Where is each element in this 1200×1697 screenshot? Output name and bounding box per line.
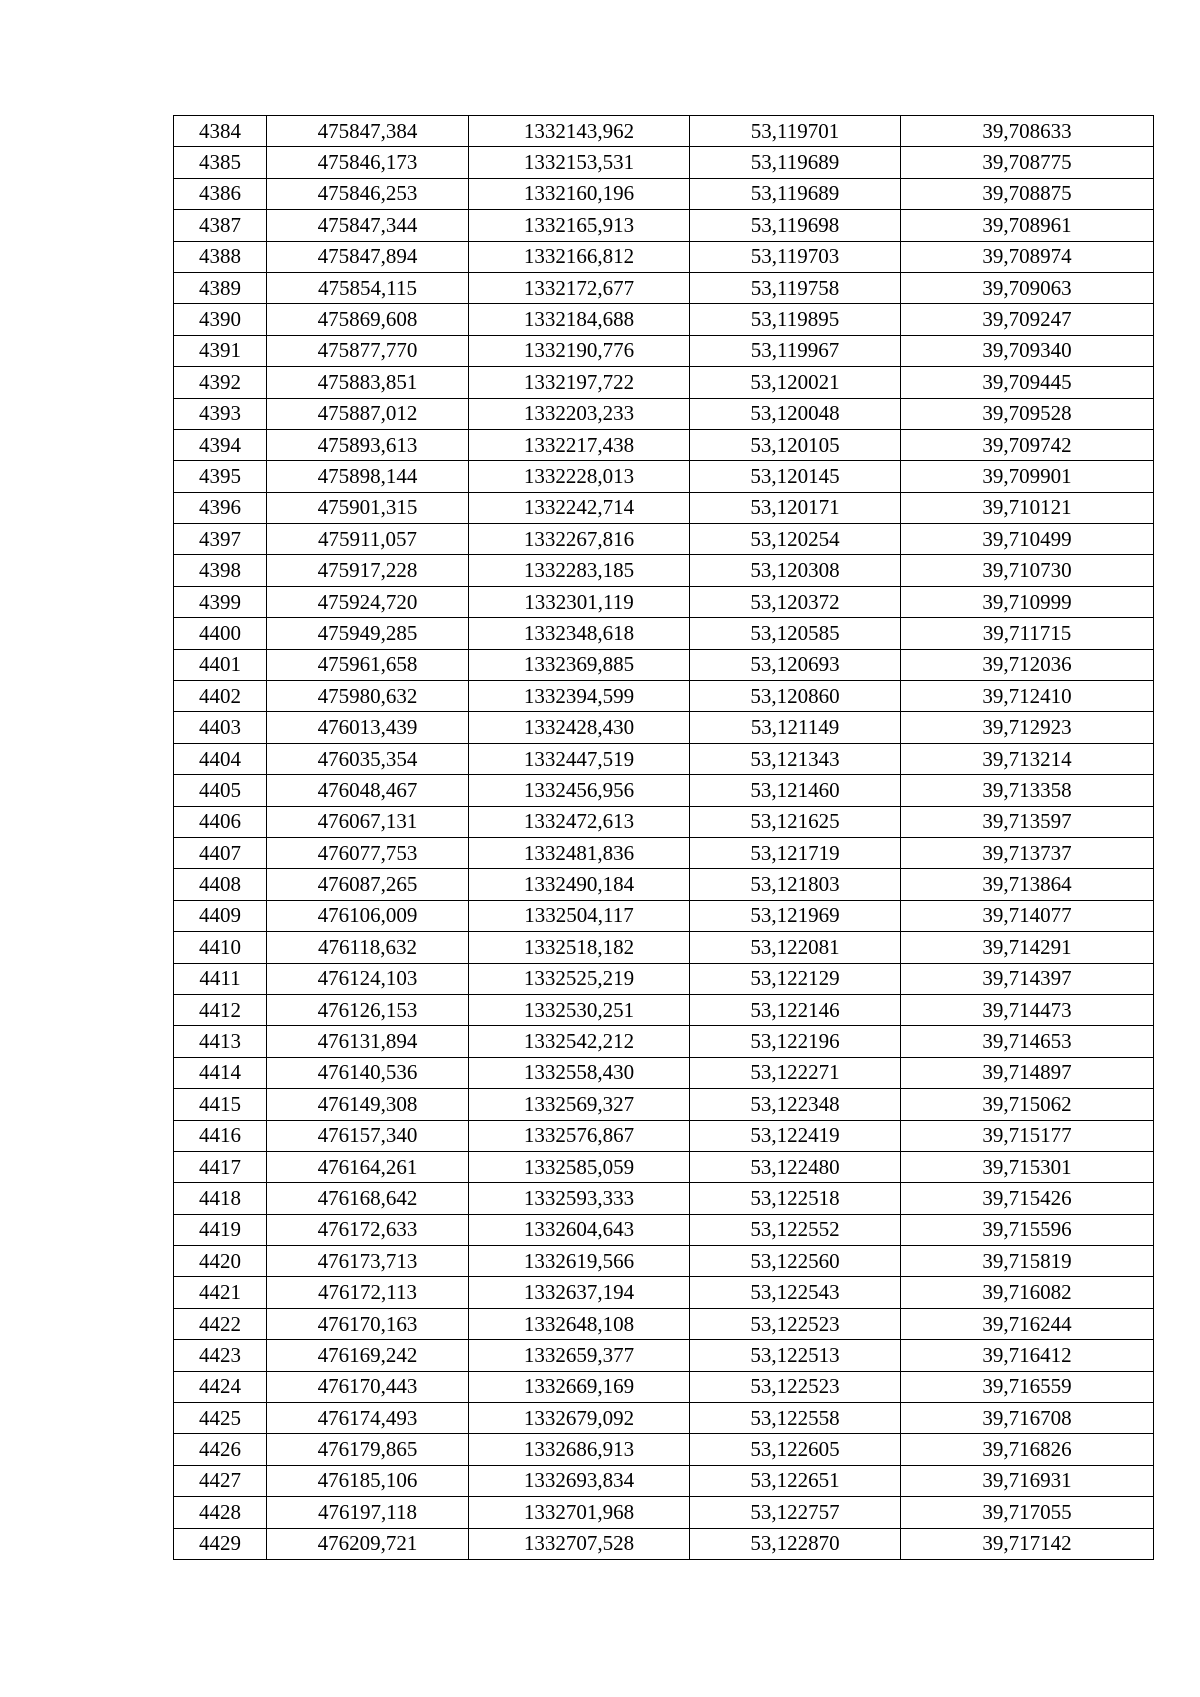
x-coordinate-cell: 475887,012 [267, 398, 469, 429]
point-number-cell: 4385 [174, 147, 267, 178]
x-coordinate-cell: 475893,613 [267, 429, 469, 460]
table-row [174, 1371, 1154, 1402]
y-coordinate-cell: 1332190,776 [469, 335, 690, 366]
point-number-cell: 4411 [174, 963, 267, 994]
y-coordinate-cell: 1332456,956 [469, 775, 690, 806]
x-coordinate-cell: 475980,632 [267, 681, 469, 712]
latitude-cell: 53,122129 [690, 963, 901, 994]
x-coordinate-cell: 475924,720 [267, 586, 469, 617]
latitude-cell: 53,121969 [690, 900, 901, 931]
longitude-cell: 39,713597 [901, 806, 1154, 837]
x-coordinate-cell: 475901,315 [267, 492, 469, 523]
y-coordinate-cell: 1332184,688 [469, 304, 690, 335]
latitude-cell: 53,119967 [690, 335, 901, 366]
longitude-cell: 39,714397 [901, 963, 1154, 994]
longitude-cell: 39,715062 [901, 1089, 1154, 1120]
table-row [174, 1183, 1154, 1214]
point-number-cell: 4403 [174, 712, 267, 743]
longitude-cell: 39,717055 [901, 1497, 1154, 1528]
y-coordinate-cell: 1332518,182 [469, 932, 690, 963]
x-coordinate-cell: 475847,894 [267, 241, 469, 272]
table-row [174, 116, 1154, 147]
y-coordinate-cell: 1332490,184 [469, 869, 690, 900]
longitude-cell: 39,715177 [901, 1120, 1154, 1151]
table-body [174, 116, 1154, 1560]
table-row [174, 994, 1154, 1025]
latitude-cell: 53,122146 [690, 994, 901, 1025]
table-row [174, 1057, 1154, 1088]
latitude-cell: 53,122651 [690, 1465, 901, 1496]
point-number-cell: 4402 [174, 681, 267, 712]
latitude-cell: 53,120021 [690, 367, 901, 398]
longitude-cell: 39,709528 [901, 398, 1154, 429]
y-coordinate-cell: 1332165,913 [469, 210, 690, 241]
latitude-cell: 53,121625 [690, 806, 901, 837]
x-coordinate-cell: 476172,633 [267, 1214, 469, 1245]
x-coordinate-cell: 476170,443 [267, 1371, 469, 1402]
x-coordinate-cell: 476173,713 [267, 1246, 469, 1277]
x-coordinate-cell: 476149,308 [267, 1089, 469, 1120]
latitude-cell: 53,120145 [690, 461, 901, 492]
longitude-cell: 39,716826 [901, 1434, 1154, 1465]
x-coordinate-cell: 476185,106 [267, 1465, 469, 1496]
latitude-cell: 53,122081 [690, 932, 901, 963]
latitude-cell: 53,122348 [690, 1089, 901, 1120]
table-row [174, 1026, 1154, 1057]
y-coordinate-cell: 1332166,812 [469, 241, 690, 272]
y-coordinate-cell: 1332604,643 [469, 1214, 690, 1245]
point-number-cell: 4408 [174, 869, 267, 900]
x-coordinate-cell: 476118,632 [267, 932, 469, 963]
point-number-cell: 4420 [174, 1246, 267, 1277]
point-number-cell: 4388 [174, 241, 267, 272]
x-coordinate-cell: 476126,153 [267, 994, 469, 1025]
y-coordinate-cell: 1332542,212 [469, 1026, 690, 1057]
x-coordinate-cell: 475869,608 [267, 304, 469, 335]
table-row [174, 241, 1154, 272]
table-row [174, 178, 1154, 209]
table-row [174, 932, 1154, 963]
y-coordinate-cell: 1332679,092 [469, 1403, 690, 1434]
longitude-cell: 39,714653 [901, 1026, 1154, 1057]
latitude-cell: 53,120372 [690, 586, 901, 617]
y-coordinate-cell: 1332267,816 [469, 524, 690, 555]
point-number-cell: 4424 [174, 1371, 267, 1402]
point-number-cell: 4386 [174, 178, 267, 209]
table-row [174, 524, 1154, 555]
y-coordinate-cell: 1332593,333 [469, 1183, 690, 1214]
latitude-cell: 53,122560 [690, 1246, 901, 1277]
longitude-cell: 39,716412 [901, 1340, 1154, 1371]
latitude-cell: 53,119698 [690, 210, 901, 241]
table-row [174, 806, 1154, 837]
table-row [174, 712, 1154, 743]
longitude-cell: 39,714291 [901, 932, 1154, 963]
x-coordinate-cell: 475949,285 [267, 618, 469, 649]
latitude-cell: 53,122419 [690, 1120, 901, 1151]
y-coordinate-cell: 1332160,196 [469, 178, 690, 209]
latitude-cell: 53,120860 [690, 681, 901, 712]
longitude-cell: 39,716082 [901, 1277, 1154, 1308]
longitude-cell: 39,714473 [901, 994, 1154, 1025]
longitude-cell: 39,713214 [901, 743, 1154, 774]
longitude-cell: 39,715819 [901, 1246, 1154, 1277]
x-coordinate-cell: 476106,009 [267, 900, 469, 931]
point-number-cell: 4419 [174, 1214, 267, 1245]
point-number-cell: 4407 [174, 837, 267, 868]
table-row [174, 900, 1154, 931]
table-row [174, 429, 1154, 460]
point-number-cell: 4421 [174, 1277, 267, 1308]
y-coordinate-cell: 1332283,185 [469, 555, 690, 586]
table-row [174, 1308, 1154, 1339]
latitude-cell: 53,120693 [690, 649, 901, 680]
latitude-cell: 53,120308 [690, 555, 901, 586]
x-coordinate-cell: 476179,865 [267, 1434, 469, 1465]
x-coordinate-cell: 475854,115 [267, 272, 469, 303]
longitude-cell: 39,710730 [901, 555, 1154, 586]
table-row [174, 1403, 1154, 1434]
latitude-cell: 53,122196 [690, 1026, 901, 1057]
y-coordinate-cell: 1332481,836 [469, 837, 690, 868]
longitude-cell: 39,710999 [901, 586, 1154, 617]
point-number-cell: 4417 [174, 1151, 267, 1182]
point-number-cell: 4414 [174, 1057, 267, 1088]
x-coordinate-cell: 475877,770 [267, 335, 469, 366]
y-coordinate-cell: 1332428,430 [469, 712, 690, 743]
latitude-cell: 53,122523 [690, 1308, 901, 1339]
table-row [174, 1340, 1154, 1371]
table-row [174, 837, 1154, 868]
x-coordinate-cell: 476170,163 [267, 1308, 469, 1339]
latitude-cell: 53,119703 [690, 241, 901, 272]
y-coordinate-cell: 1332394,599 [469, 681, 690, 712]
table-row [174, 555, 1154, 586]
longitude-cell: 39,709445 [901, 367, 1154, 398]
x-coordinate-cell: 475911,057 [267, 524, 469, 555]
x-coordinate-cell: 476164,261 [267, 1151, 469, 1182]
latitude-cell: 53,122480 [690, 1151, 901, 1182]
latitude-cell: 53,122518 [690, 1183, 901, 1214]
longitude-cell: 39,708974 [901, 241, 1154, 272]
y-coordinate-cell: 1332228,013 [469, 461, 690, 492]
table-row [174, 1497, 1154, 1528]
x-coordinate-cell: 476157,340 [267, 1120, 469, 1151]
table-row [174, 869, 1154, 900]
latitude-cell: 53,121719 [690, 837, 901, 868]
point-number-cell: 4395 [174, 461, 267, 492]
latitude-cell: 53,122523 [690, 1371, 901, 1402]
latitude-cell: 53,122271 [690, 1057, 901, 1088]
y-coordinate-cell: 1332707,528 [469, 1528, 690, 1559]
point-number-cell: 4426 [174, 1434, 267, 1465]
table-row [174, 1434, 1154, 1465]
table-row [174, 618, 1154, 649]
y-coordinate-cell: 1332143,962 [469, 116, 690, 147]
point-number-cell: 4418 [174, 1183, 267, 1214]
longitude-cell: 39,713864 [901, 869, 1154, 900]
y-coordinate-cell: 1332648,108 [469, 1308, 690, 1339]
point-number-cell: 4393 [174, 398, 267, 429]
point-number-cell: 4422 [174, 1308, 267, 1339]
y-coordinate-cell: 1332701,968 [469, 1497, 690, 1528]
y-coordinate-cell: 1332619,566 [469, 1246, 690, 1277]
longitude-cell: 39,708633 [901, 116, 1154, 147]
latitude-cell: 53,121149 [690, 712, 901, 743]
x-coordinate-cell: 476048,467 [267, 775, 469, 806]
point-number-cell: 4405 [174, 775, 267, 806]
longitude-cell: 39,716559 [901, 1371, 1154, 1402]
x-coordinate-cell: 475961,658 [267, 649, 469, 680]
x-coordinate-cell: 476172,113 [267, 1277, 469, 1308]
table-row [174, 367, 1154, 398]
longitude-cell: 39,713358 [901, 775, 1154, 806]
table-row [174, 210, 1154, 241]
table-row [174, 1277, 1154, 1308]
y-coordinate-cell: 1332504,117 [469, 900, 690, 931]
point-number-cell: 4415 [174, 1089, 267, 1120]
x-coordinate-cell: 475846,173 [267, 147, 469, 178]
table-row [174, 147, 1154, 178]
point-number-cell: 4429 [174, 1528, 267, 1559]
longitude-cell: 39,709063 [901, 272, 1154, 303]
point-number-cell: 4425 [174, 1403, 267, 1434]
longitude-cell: 39,710121 [901, 492, 1154, 523]
latitude-cell: 53,121343 [690, 743, 901, 774]
longitude-cell: 39,708775 [901, 147, 1154, 178]
point-number-cell: 4391 [174, 335, 267, 366]
x-coordinate-cell: 476013,439 [267, 712, 469, 743]
y-coordinate-cell: 1332172,677 [469, 272, 690, 303]
x-coordinate-cell: 476209,721 [267, 1528, 469, 1559]
latitude-cell: 53,122605 [690, 1434, 901, 1465]
latitude-cell: 53,120585 [690, 618, 901, 649]
table-row [174, 398, 1154, 429]
point-number-cell: 4406 [174, 806, 267, 837]
table-row [174, 586, 1154, 617]
table-row [174, 1214, 1154, 1245]
point-number-cell: 4384 [174, 116, 267, 147]
x-coordinate-cell: 475898,144 [267, 461, 469, 492]
y-coordinate-cell: 1332686,913 [469, 1434, 690, 1465]
y-coordinate-cell: 1332585,059 [469, 1151, 690, 1182]
point-number-cell: 4404 [174, 743, 267, 774]
longitude-cell: 39,709247 [901, 304, 1154, 335]
point-number-cell: 4400 [174, 618, 267, 649]
longitude-cell: 39,713737 [901, 837, 1154, 868]
point-number-cell: 4396 [174, 492, 267, 523]
y-coordinate-cell: 1332576,867 [469, 1120, 690, 1151]
point-number-cell: 4401 [174, 649, 267, 680]
y-coordinate-cell: 1332637,194 [469, 1277, 690, 1308]
y-coordinate-cell: 1332153,531 [469, 147, 690, 178]
longitude-cell: 39,714897 [901, 1057, 1154, 1088]
table-row [174, 743, 1154, 774]
longitude-cell: 39,708961 [901, 210, 1154, 241]
x-coordinate-cell: 476169,242 [267, 1340, 469, 1371]
table-row [174, 1465, 1154, 1496]
longitude-cell: 39,715301 [901, 1151, 1154, 1182]
x-coordinate-cell: 476168,642 [267, 1183, 469, 1214]
x-coordinate-cell: 476087,265 [267, 869, 469, 900]
latitude-cell: 53,119689 [690, 147, 901, 178]
longitude-cell: 39,716708 [901, 1403, 1154, 1434]
point-number-cell: 4410 [174, 932, 267, 963]
latitude-cell: 53,121803 [690, 869, 901, 900]
table-row [174, 775, 1154, 806]
longitude-cell: 39,709340 [901, 335, 1154, 366]
point-number-cell: 4399 [174, 586, 267, 617]
point-number-cell: 4394 [174, 429, 267, 460]
table-row [174, 963, 1154, 994]
y-coordinate-cell: 1332301,119 [469, 586, 690, 617]
x-coordinate-cell: 475917,228 [267, 555, 469, 586]
latitude-cell: 53,122757 [690, 1497, 901, 1528]
longitude-cell: 39,717142 [901, 1528, 1154, 1559]
latitude-cell: 53,121460 [690, 775, 901, 806]
x-coordinate-cell: 475883,851 [267, 367, 469, 398]
point-number-cell: 4428 [174, 1497, 267, 1528]
longitude-cell: 39,710499 [901, 524, 1154, 555]
y-coordinate-cell: 1332669,169 [469, 1371, 690, 1402]
point-number-cell: 4416 [174, 1120, 267, 1151]
latitude-cell: 53,122513 [690, 1340, 901, 1371]
y-coordinate-cell: 1332525,219 [469, 963, 690, 994]
x-coordinate-cell: 476124,103 [267, 963, 469, 994]
x-coordinate-cell: 476035,354 [267, 743, 469, 774]
y-coordinate-cell: 1332348,618 [469, 618, 690, 649]
x-coordinate-cell: 476140,536 [267, 1057, 469, 1088]
point-number-cell: 4392 [174, 367, 267, 398]
latitude-cell: 53,122558 [690, 1403, 901, 1434]
point-number-cell: 4389 [174, 272, 267, 303]
y-coordinate-cell: 1332558,430 [469, 1057, 690, 1088]
latitude-cell: 53,119701 [690, 116, 901, 147]
table-row [174, 1120, 1154, 1151]
latitude-cell: 53,120105 [690, 429, 901, 460]
point-number-cell: 4409 [174, 900, 267, 931]
longitude-cell: 39,716931 [901, 1465, 1154, 1496]
latitude-cell: 53,119689 [690, 178, 901, 209]
point-number-cell: 4390 [174, 304, 267, 335]
y-coordinate-cell: 1332369,885 [469, 649, 690, 680]
x-coordinate-cell: 476174,493 [267, 1403, 469, 1434]
longitude-cell: 39,709901 [901, 461, 1154, 492]
table-row [174, 649, 1154, 680]
table-row [174, 335, 1154, 366]
y-coordinate-cell: 1332242,714 [469, 492, 690, 523]
table-row [174, 272, 1154, 303]
latitude-cell: 53,122870 [690, 1528, 901, 1559]
x-coordinate-cell: 476131,894 [267, 1026, 469, 1057]
latitude-cell: 53,120254 [690, 524, 901, 555]
longitude-cell: 39,716244 [901, 1308, 1154, 1339]
longitude-cell: 39,714077 [901, 900, 1154, 931]
x-coordinate-cell: 476077,753 [267, 837, 469, 868]
latitude-cell: 53,119758 [690, 272, 901, 303]
longitude-cell: 39,712036 [901, 649, 1154, 680]
x-coordinate-cell: 475846,253 [267, 178, 469, 209]
x-coordinate-cell: 476197,118 [267, 1497, 469, 1528]
latitude-cell: 53,120171 [690, 492, 901, 523]
table-row [174, 492, 1154, 523]
x-coordinate-cell: 476067,131 [267, 806, 469, 837]
longitude-cell: 39,709742 [901, 429, 1154, 460]
y-coordinate-cell: 1332569,327 [469, 1089, 690, 1120]
point-number-cell: 4398 [174, 555, 267, 586]
point-number-cell: 4387 [174, 210, 267, 241]
longitude-cell: 39,708875 [901, 178, 1154, 209]
y-coordinate-cell: 1332659,377 [469, 1340, 690, 1371]
longitude-cell: 39,712410 [901, 681, 1154, 712]
table-row [174, 1246, 1154, 1277]
y-coordinate-cell: 1332447,519 [469, 743, 690, 774]
table-row [174, 304, 1154, 335]
y-coordinate-cell: 1332693,834 [469, 1465, 690, 1496]
table-row [174, 681, 1154, 712]
latitude-cell: 53,119895 [690, 304, 901, 335]
y-coordinate-cell: 1332472,613 [469, 806, 690, 837]
y-coordinate-cell: 1332530,251 [469, 994, 690, 1025]
y-coordinate-cell: 1332197,722 [469, 367, 690, 398]
x-coordinate-cell: 475847,384 [267, 116, 469, 147]
point-number-cell: 4423 [174, 1340, 267, 1371]
longitude-cell: 39,715596 [901, 1214, 1154, 1245]
longitude-cell: 39,715426 [901, 1183, 1154, 1214]
latitude-cell: 53,120048 [690, 398, 901, 429]
x-coordinate-cell: 475847,344 [267, 210, 469, 241]
y-coordinate-cell: 1332217,438 [469, 429, 690, 460]
longitude-cell: 39,711715 [901, 618, 1154, 649]
point-number-cell: 4413 [174, 1026, 267, 1057]
table-row [174, 1528, 1154, 1559]
longitude-cell: 39,712923 [901, 712, 1154, 743]
point-number-cell: 4397 [174, 524, 267, 555]
table-row [174, 1151, 1154, 1182]
table-row [174, 461, 1154, 492]
point-number-cell: 4427 [174, 1465, 267, 1496]
y-coordinate-cell: 1332203,233 [469, 398, 690, 429]
table-row [174, 1089, 1154, 1120]
coordinates-table [173, 115, 1154, 1560]
latitude-cell: 53,122543 [690, 1277, 901, 1308]
latitude-cell: 53,122552 [690, 1214, 901, 1245]
point-number-cell: 4412 [174, 994, 267, 1025]
